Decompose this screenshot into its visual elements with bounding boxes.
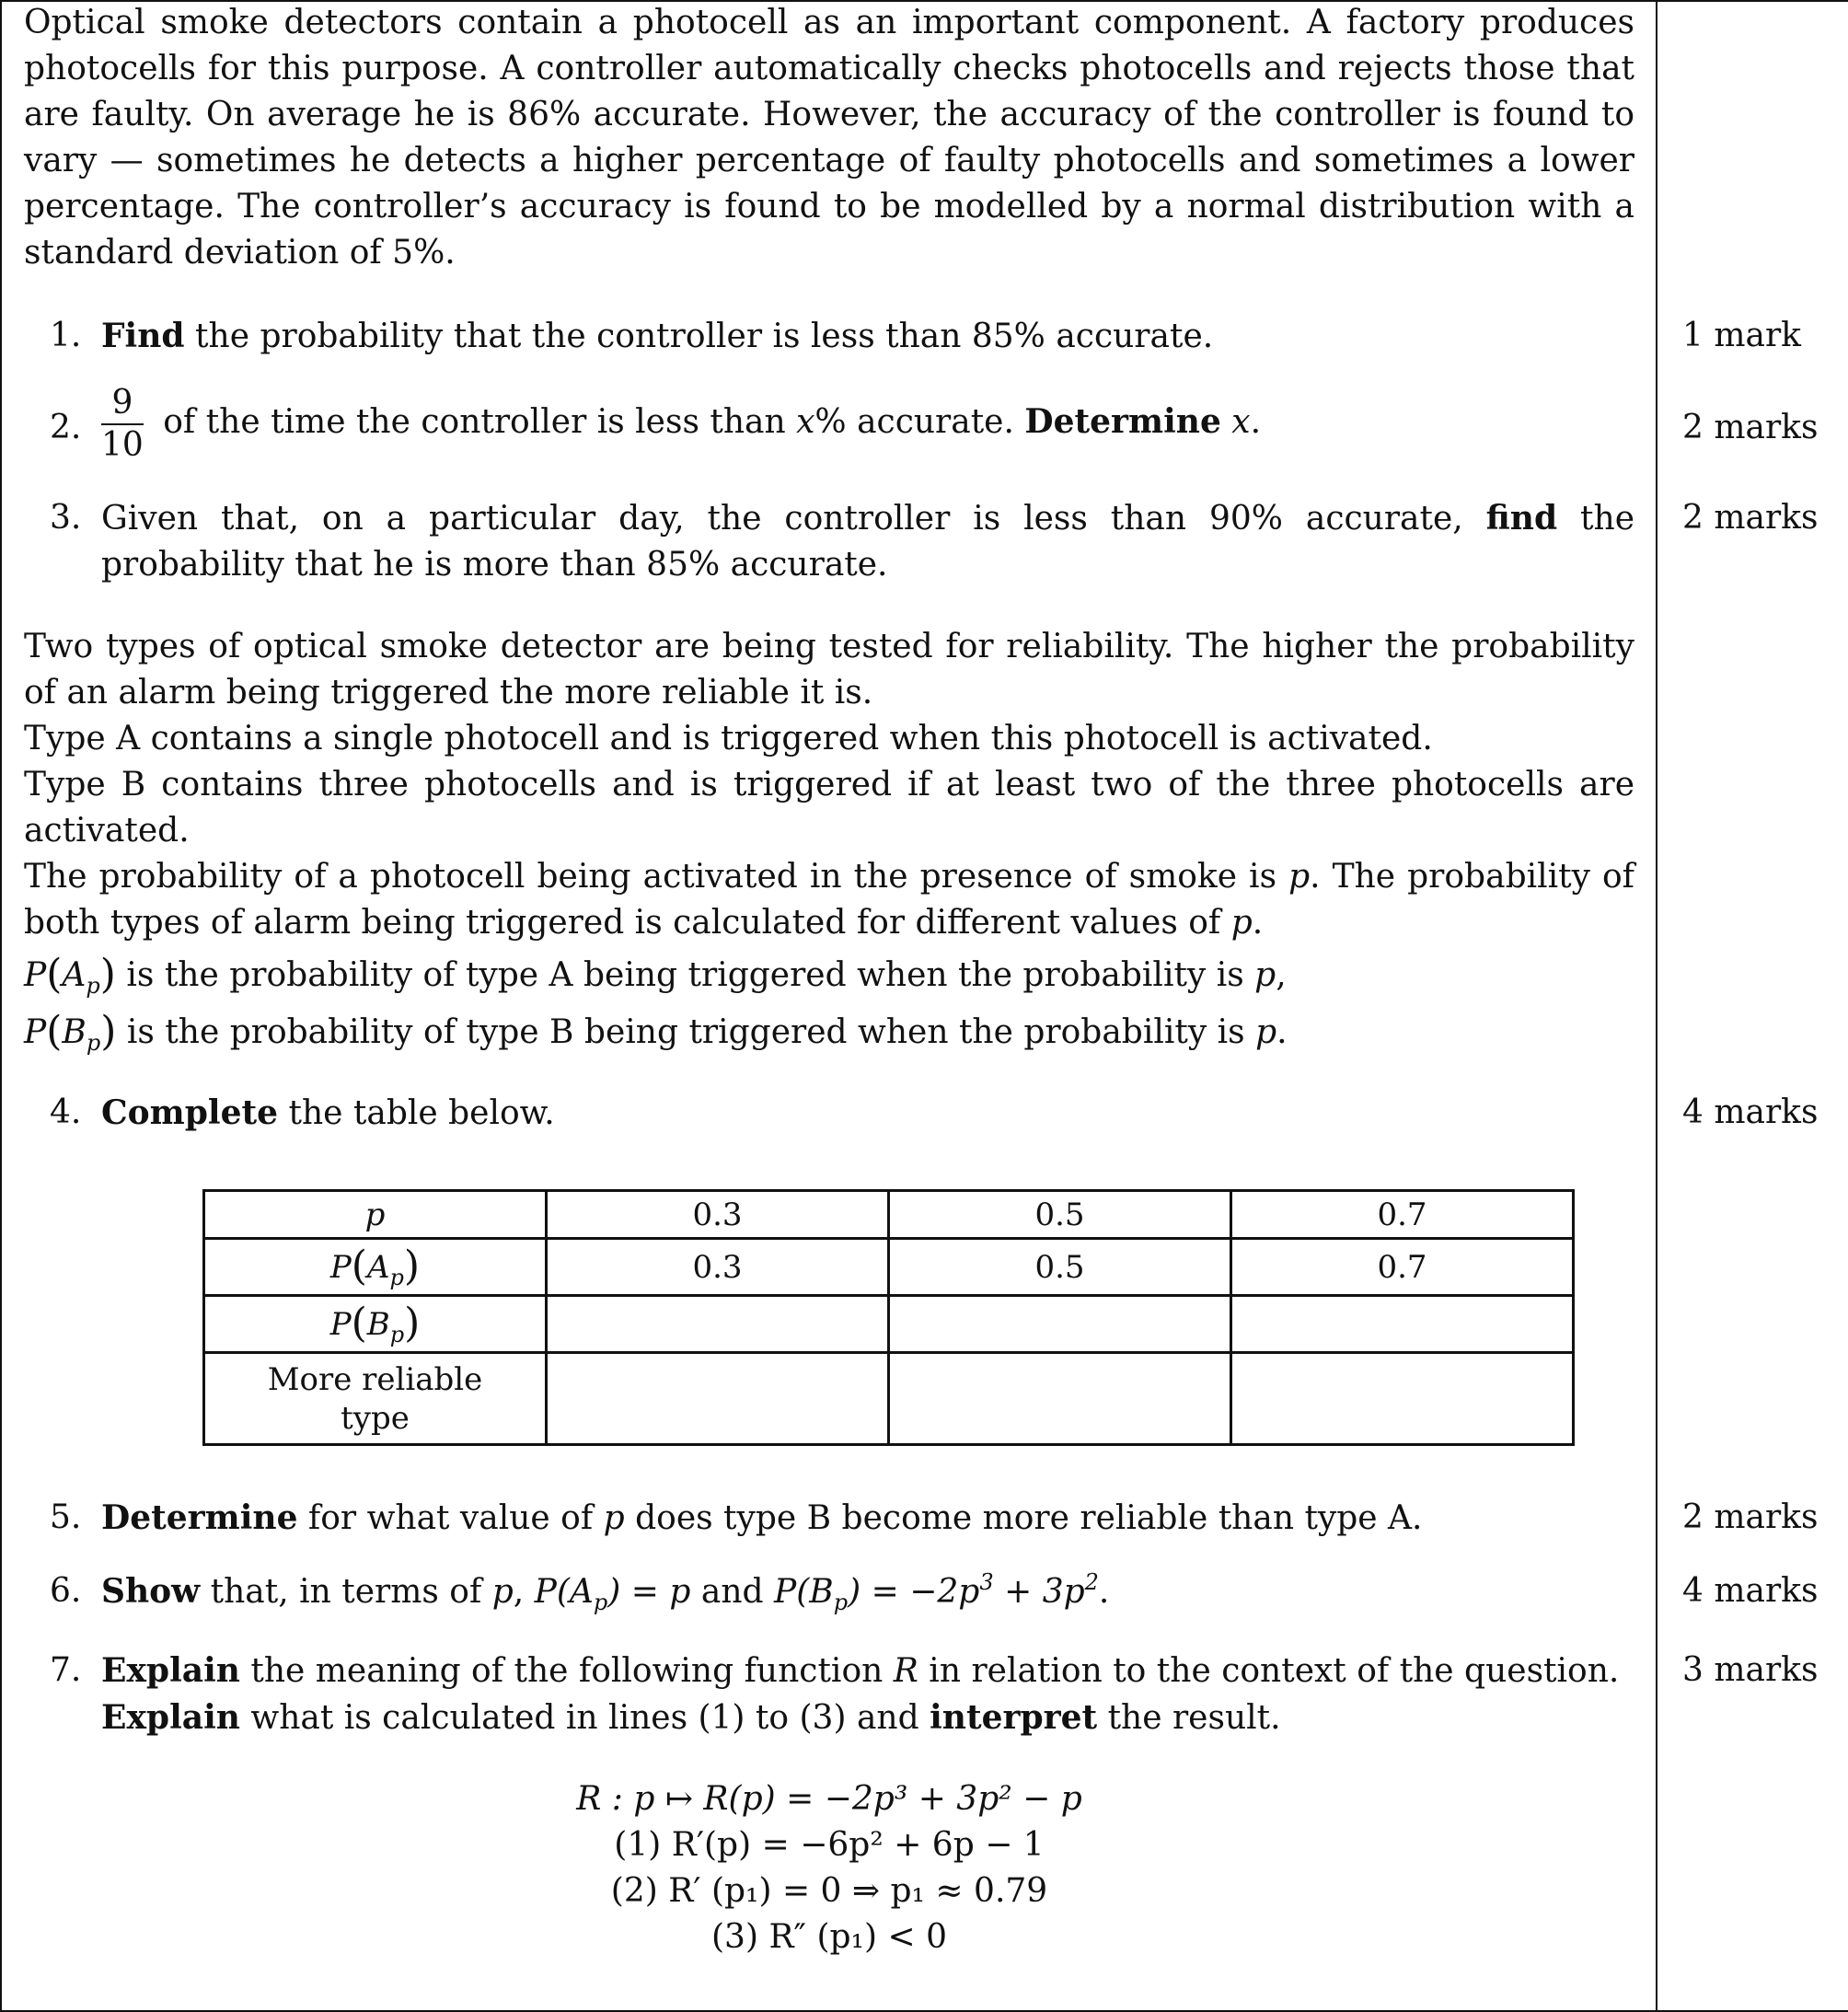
question-number: 3. — [50, 499, 82, 537]
table-header-cell: $P(A_p)$ — [204, 1239, 547, 1296]
formula-line: (2) R′ (p₁) = 0 ⇒ p₁ ≈ 0.79 — [610, 1872, 1048, 1910]
command-word: interpret — [930, 1698, 1098, 1737]
table-header-cell: $P(B_p)$ — [204, 1296, 547, 1353]
question-text: Find the probability that the controller is less than 85% accurate. — [101, 317, 1214, 355]
table-cell: 0.5 — [889, 1191, 1231, 1239]
intro-text: Optical smoke detectors contain a photocell as an important component. A factory produces photocells for this purpose. A controller automatically checks photocells and rejects those that are faulty. On average he is 86% accurate. However, the accuracy of the controller is found to vary — sometimes he detects a higher percentage of faulty photocells and sometimes a lower percentage. The controller’s accuracy is found to be modelled by a normal distribution with a standard deviation of 5%. — [24, 4, 1634, 272]
question-text: Show that, in terms of p, $P(A_p) = p$ and $P(B_p) = -2p^3 + 3p^2$. — [101, 1569, 1110, 1615]
question-number: 2. — [50, 409, 82, 446]
marks-q2: 2 marks — [1682, 409, 1819, 446]
marks-column-divider — [1656, 0, 1657, 2010]
table-row — [204, 1191, 1574, 1239]
table-row — [204, 1239, 1574, 1296]
definition-pa: $P(A_p)$ is the probability of type A being triggered when the probability is p, — [24, 951, 1287, 999]
table-row — [204, 1353, 1574, 1445]
fraction: $\frac{9}{10}$ — [101, 384, 144, 464]
formula-line: R : p ↦ R(p) = −2p³ + 3p² − p — [576, 1780, 1082, 1818]
table-header-cell: More reliable type — [204, 1353, 547, 1445]
table-cell-blank[interactable] — [1231, 1296, 1574, 1353]
table-row — [204, 1296, 1574, 1353]
command-word: Complete — [101, 1093, 279, 1132]
command-word: Explain — [101, 1651, 240, 1690]
formula-line: (1) R′(p) = −6p² + 6p − 1 — [614, 1826, 1045, 1864]
marks-q3: 2 marks — [1682, 499, 1819, 537]
table-cell: 0.5 — [889, 1239, 1231, 1296]
marks-q1: 1 mark — [1682, 317, 1801, 354]
detector-types-paragraph: Two types of optical smoke detector are being tested for reliability. The higher the probability of an alarm being triggered the more reliable it is. Type A contains a single photocell and is triggered when this photocell is activated. Type B contains three photocells and is triggered if at least two of the three photocells are activated. The probability of a photocell being activated in the presence of smoke is p. The probability of both types of alarm being triggered is calculated for different values of p. $P(A_p)$ is the probability of type A being triggered when the probability is p, $P(B_p)$ is the probability of type B being triggered when the probability is p. — [24, 624, 1634, 1060]
intro-paragraph — [24, 0, 1634, 276]
table-cell: 0.7 — [1231, 1191, 1574, 1239]
marks-q7: 3 marks — [1682, 1651, 1819, 1689]
table-cell: 0.7 — [1231, 1239, 1574, 1296]
command-word: Determine — [1024, 402, 1221, 441]
table-header-cell: p — [204, 1191, 547, 1239]
table-cell-blank[interactable] — [547, 1296, 889, 1353]
marks-q6: 4 marks — [1682, 1572, 1819, 1610]
reliability-table — [202, 1189, 1575, 1446]
command-word: Find — [101, 317, 185, 355]
marks-q4: 4 marks — [1682, 1093, 1819, 1131]
command-word: Explain — [101, 1698, 240, 1737]
question-text: Explain the meaning of the following function R in relation to the context of the question. Explain what is calculated in lines (1) to (3) and interpret the result. — [101, 1651, 1620, 1737]
formula-line: (3) R″ (p₁) < 0 — [711, 1918, 947, 1956]
definition-pb: $P(B_p)$ is the probability of type B being triggered when the probability is p. — [24, 1008, 1288, 1056]
marks-q5: 2 marks — [1682, 1498, 1819, 1536]
question-text: $\frac{9}{10}$ of the time the controller is less than x% accurate. Determine x. — [101, 384, 1262, 464]
table-cell: 0.3 — [547, 1239, 889, 1296]
question-text: Complete the table below. — [101, 1093, 555, 1132]
question-text: Given that, on a particular day, the controller is less than 90% accurate, find the probability that he is more than 85% accurate. — [101, 499, 1635, 584]
question-number: 4. — [50, 1093, 82, 1131]
table-cell-blank[interactable] — [1231, 1353, 1574, 1445]
table-cell-blank[interactable] — [547, 1353, 889, 1445]
question-number: 1. — [50, 317, 82, 354]
table-cell: 0.3 — [547, 1191, 889, 1239]
command-word: find — [1485, 499, 1558, 538]
question-number: 7. — [50, 1651, 82, 1689]
command-word: Determine — [101, 1498, 298, 1537]
table-cell-blank[interactable] — [889, 1296, 1231, 1353]
function-analysis — [24, 1776, 1634, 1960]
question-text: Determine for what value of p does type B become more reliable than type A. — [101, 1498, 1423, 1537]
table-cell-blank[interactable] — [889, 1353, 1231, 1445]
question-number: 6. — [50, 1572, 82, 1610]
command-word: Show — [101, 1572, 201, 1611]
question-number: 5. — [50, 1498, 82, 1536]
